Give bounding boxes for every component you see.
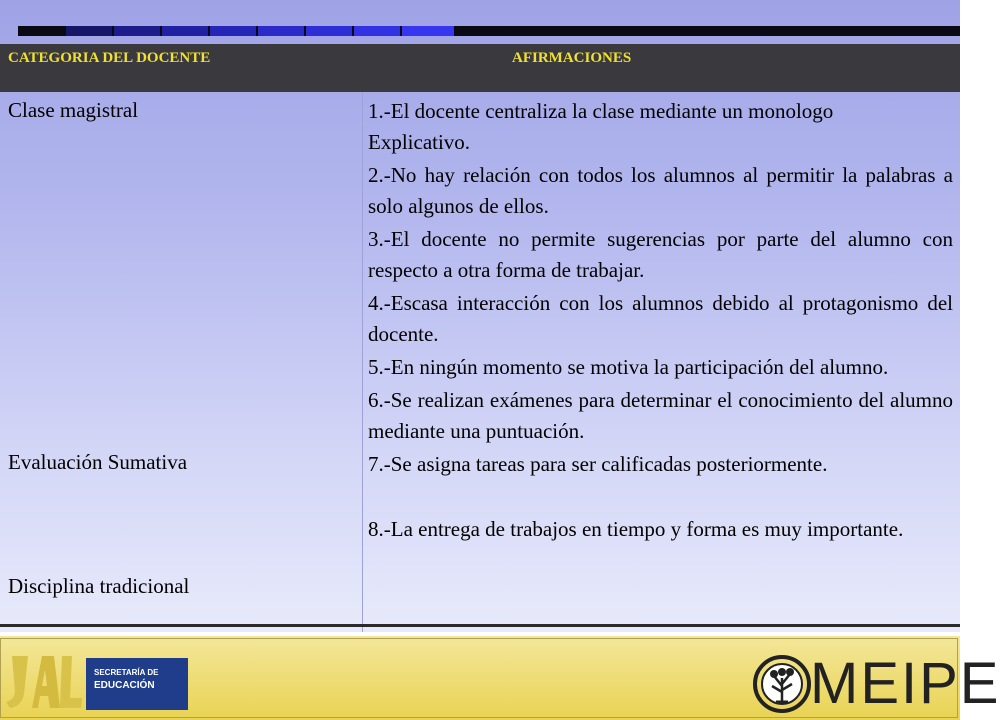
statement-8: 8.-La entrega de trabajos en tiempo y forma es muy importante. [368, 517, 904, 541]
statement-1-cont: Explicativo. [368, 130, 471, 154]
statement-6: 6.-Se realizan exámenes para determinar el conocimiento del alumno mediante una puntuación. [368, 388, 953, 443]
footer-banner [0, 636, 1001, 720]
secretaria-line1: SECRETARÍA DE [94, 668, 159, 677]
statement-7: 7.-Se asigna tareas para ser calificadas posteriormente. [368, 452, 828, 476]
secretaria-line2: EDUCACIÓN [94, 680, 155, 691]
table-header [0, 44, 960, 92]
header-category: CATEGORIA DEL DOCENTE [8, 50, 211, 66]
header-statements: AFIRMACIONES [512, 50, 632, 66]
top-decorative-strip [18, 26, 960, 36]
statement-1: 1.-El docente centraliza la clase mediante un monologo [368, 99, 834, 123]
secretaria-logo [86, 658, 188, 710]
statements-column [368, 96, 953, 545]
category-disciplina-tradicional: Disciplina tradicional [8, 574, 190, 598]
statement-5: 5.-En ningún momento se motiva la participación del alumno. [368, 355, 889, 379]
category-evaluacion-sumativa: Evaluación Sumativa [8, 450, 188, 474]
category-clase-magistral: Clase magistral [8, 98, 139, 122]
meipe-brand: MEIPE [810, 651, 1001, 716]
footer-separator [0, 624, 960, 627]
statement-4: 4.-Escasa interacción con los alumnos debido al protagonismo del docente. [368, 291, 953, 346]
category-column [0, 92, 363, 632]
statement-3: 3.-El docente no permite sugerencias por parte del alumno con respecto a otra forma de trabajar. [368, 227, 953, 282]
jalisco-logo-icon [2, 646, 82, 716]
meipe-tree-icon [752, 654, 812, 714]
statement-2: 2.-No hay relación con todos los alumnos al permitir la palabras a solo algunos de ellos. [368, 163, 953, 218]
